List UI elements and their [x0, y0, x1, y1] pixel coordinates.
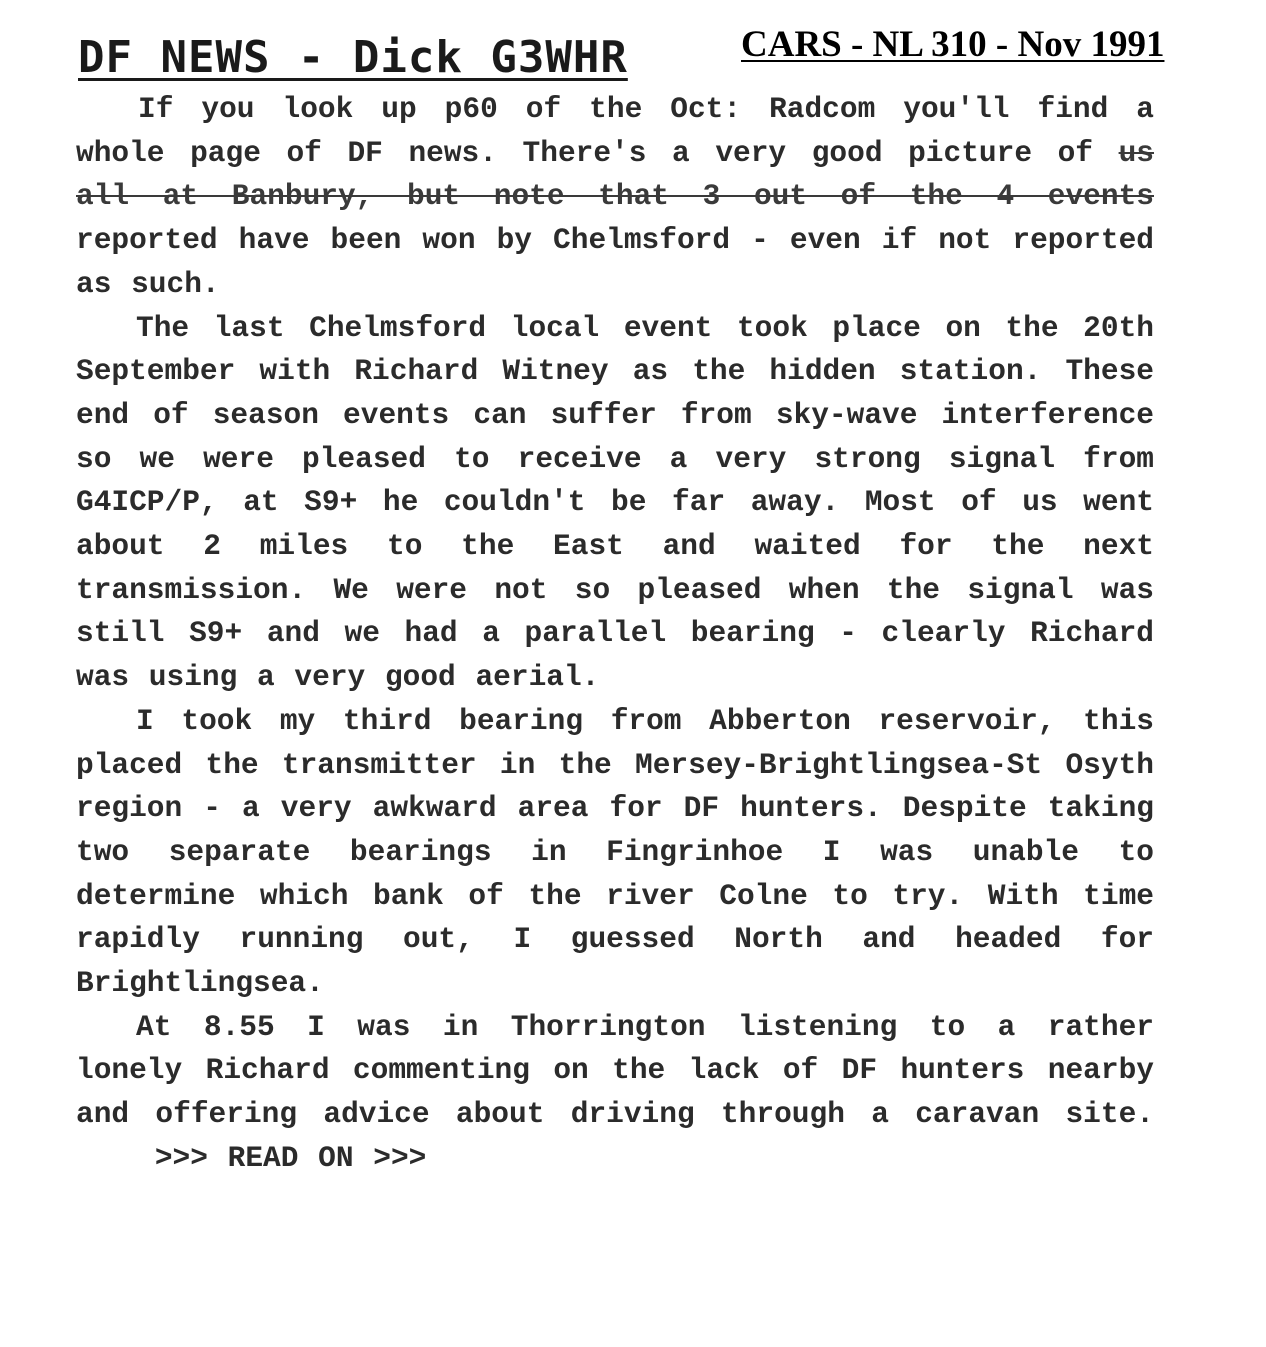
struck-text: us all at Banbury, but note that 3 out of the 4 events [76, 135, 1154, 214]
paragraph-4-text: At 8.55 I was in Thorrington listening to a rather lonely Richard commenting on the lack of DF hunters nearby and offering advice about driving through a caravan site. [76, 1009, 1154, 1132]
issue-label: CARS - NL 310 - Nov 1991 [741, 24, 1165, 65]
paragraph-1-text: If you look up p60 of the Oct: Radcom you'll find a whole page of DF news. There's a very good picture of [76, 92, 1154, 170]
article-body [76, 88, 1154, 1181]
paragraph-3: I took my third bearing from Abberton reservoir, this placed the transmitter in the Mersey-Brightlingsea-St Osyth region - a very awkward area for DF hunters. Despite taking two separate bearings in Fingrinhoe I was unable to determine which bank of the river Colne to try. With time rapidly running out, I guessed North and headed for Brightlingsea. [76, 703, 1154, 1001]
article-title: DF NEWS - Dick G3WHR [78, 32, 628, 83]
read-on-link[interactable]: >>> READ ON >>> [154, 1140, 427, 1175]
paragraph-2: The last Chelmsford local event took place on the 20th September with Richard Witney as the hidden station. These end of season events can suffer from sky-wave interference so we were pleased to receive a very strong signal from G4ICP/P, at S9+ he couldn't be far away. Most of us went about 2 miles to the East and waited for the next transmission. We were not so pleased when the signal was still S9+ and we had a parallel bearing - clearly Richard was using a very good aerial. [76, 310, 1154, 695]
paragraph-1 [76, 88, 1154, 307]
paragraph-4 [76, 1006, 1154, 1181]
paragraph-1-text-end: reported have been won by Chelmsford - even if not reported as such. [76, 223, 1154, 301]
